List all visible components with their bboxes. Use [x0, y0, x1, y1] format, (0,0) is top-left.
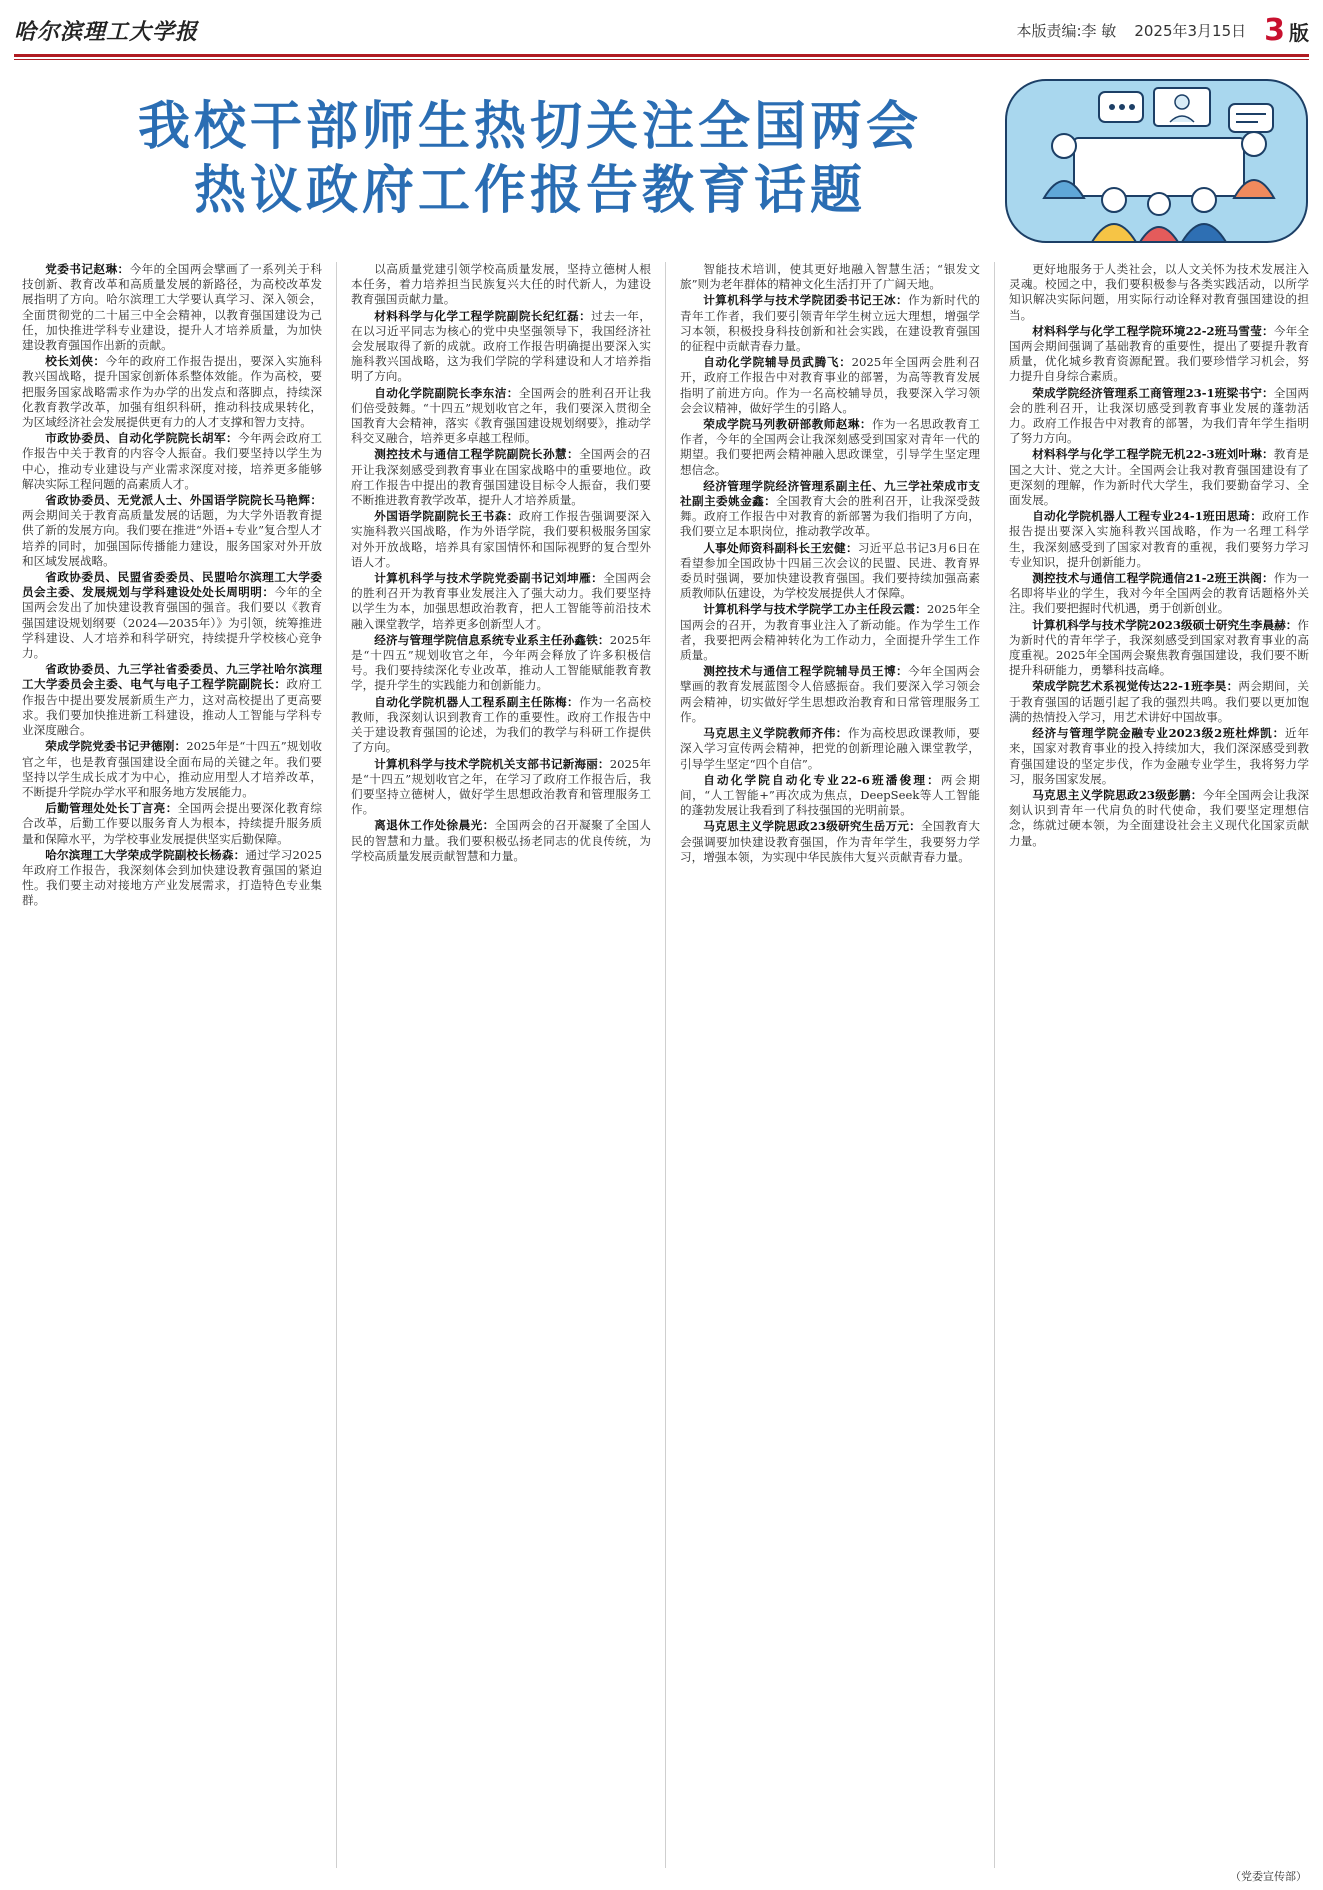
- speaker-name: 省政协委员、无党派人士、外国语学院院长马艳辉：: [45, 493, 322, 508]
- speaker-name: 材料科学与化学工程学院环境22-2班马雪莹：: [1032, 323, 1274, 338]
- column-divider: [665, 262, 666, 1868]
- speaker-name: 市政协委员、自动化学院院长胡军：: [45, 431, 239, 446]
- page-number: [1264, 13, 1309, 48]
- speaker-remarks: 作为高校思政课教师，要深入学习宣传两会精神，把党的创新理论融入课堂教学，引导学生坚定“四个自信”。: [680, 726, 980, 771]
- speaker-remarks: 两会期间，“人工智能+”再次成为焦点，DeepSeek等人工智能的蓬勃发展让我看到了科技强国的光明前景。: [680, 772, 980, 818]
- speaker-name: 自动化学院辅导员武腾飞：: [703, 355, 852, 370]
- speaker-paragraph: [351, 262, 651, 308]
- speaker-paragraph: [351, 386, 651, 447]
- speaker-remarks: 政府工作报告提出要深入实施科教兴国战略，作为一名理工科学生，我深刻感受到了国家对教育的重视，我们要努力学习专业知识，提升创新能力。: [1009, 509, 1309, 569]
- speaker-name: 测控技术与通信工程学院副院长孙慧：: [374, 447, 580, 462]
- speaker-paragraph: [351, 695, 651, 756]
- speaker-name: 测控技术与通信工程学院通信21-2班王洪阁：: [1032, 571, 1274, 586]
- speaker-name: 荣成学院艺术系视觉传达22-1班李昊：: [1032, 679, 1239, 694]
- speaker-paragraph: [1009, 726, 1309, 787]
- speaker-paragraph: [351, 633, 651, 694]
- speaker-remarks: 今年的政府工作报告提出，要深入实施科教兴国战略，提升国家创新体系整体效能。作为高校，要把服务国家战略需求作为办学的出发点和落脚点，持续深化教育教学改革，加强有组织科研，推动科技成果转化，为区域经济社会发展提供更有力的人才支撑和智力支持。: [22, 354, 322, 430]
- speaker-remarks: 两会期间关于教育高质量发展的话题，为大学外语教育提供了新的发展方向。我们要在推进“外语+专业”复合型人才培养的同时，加强国际传播能力建设，服务国家对外开放和区域发展战略。: [22, 508, 322, 568]
- speaker-name: 经济与管理学院金融专业2023级2班杜烨凯：: [1032, 726, 1285, 741]
- speaker-name: 后勤管理处处长丁言亮：: [45, 801, 178, 816]
- speaker-remarks: 作为一名高校教师，我深刻认识到教育工作的重要性。政府工作报告中关于建设教育强国的论述，为我们的教学与科研工作提供了方向。: [351, 694, 651, 755]
- page-number-digit: 3: [1264, 12, 1285, 48]
- speaker-paragraph: [351, 447, 651, 508]
- speaker-remarks: 今年全国两会擘画的教育发展蓝图令人倍感振奋。我们要深入学习领会两会精神，切实做好学生思想政治教育和日常管理服务工作。: [680, 664, 980, 724]
- speaker-name: 省政协委员、民盟省委委员、民盟哈尔滨理工大学委员会主委、发展规划与学科建设处处长周明明：: [22, 570, 322, 600]
- speaker-paragraph: [22, 570, 322, 661]
- speaker-paragraph: [1009, 618, 1309, 679]
- speaker-remarks: 今年全国两会期间强调了基础教育的重要性，提出了要提升教育质量，优化城乡教育资源配置。我们要珍惜学习机会，努力提升自身综合素质。: [1009, 323, 1309, 384]
- issue-date: 2025年3月15日: [1134, 21, 1247, 40]
- speaker-name: 自动化学院机器人工程系副主任陈梅：: [374, 694, 580, 709]
- speaker-remarks: 全国两会提出要深化教育综合改革，后勤工作要以服务育人为根本，持续提升服务质量和保障水平，为学校事业发展提供坚实后勤保障。: [22, 801, 322, 846]
- speaker-remarks: 全国两会的召开凝聚了全国人民的智慧和力量。我们要积极弘扬老同志的优良传统，为学校高质量发展贡献智慧和力量。: [351, 818, 651, 863]
- speaker-paragraph: [1009, 386, 1309, 447]
- speaker-paragraph: [1009, 262, 1309, 323]
- speaker-remarks: 过去一年，在以习近平同志为核心的党中央坚强领导下，我国经济社会发展取得了新的成就。政府工作报告明确提出要深入实施科教兴国战略，这为我们学院的学科建设和人才培养指明了方向。: [351, 308, 651, 384]
- speaker-name: 测控技术与通信工程学院辅导员王博：: [703, 664, 909, 679]
- speaker-name: 经济与管理学院信息系统专业系主任孙鑫铁：: [374, 632, 610, 647]
- speaker-paragraph: [680, 479, 980, 540]
- column-divider: [336, 262, 337, 1868]
- speaker-remarks: 今年全国两会让我深刻认识到青年一代肩负的时代使命，我们要坚定理想信念，练就过硬本领，为全面建设社会主义现代化国家贡献力量。: [1009, 787, 1309, 848]
- masthead: [14, 8, 1309, 52]
- speaker-remarks: 以高质量党建引领学校高质量发展，坚持立德树人根本任务，着力培养担当民族复兴大任的时代新人，为建设教育强国贡献力量。: [351, 262, 651, 307]
- speaker-paragraph: [1009, 447, 1309, 508]
- speaker-remarks: 教育是国之大计、党之大计。全国两会让我对教育强国建设有了更深刻的理解，作为新时代大学生，我们要勤奋学习、全面发展。: [1009, 447, 1309, 508]
- speaker-name: 计算机科学与技术学院团委书记王冰：: [703, 293, 909, 308]
- speaker-remarks: 全国两会的胜利召开，让我深切感受到教育事业发展的蓬勃活力。政府工作报告中对教育的部署，为我们青年学生指明了努力方向。: [1009, 385, 1309, 446]
- meeting-illustration: [1004, 78, 1309, 244]
- article-body: [22, 262, 1309, 1868]
- speaker-remarks: 全国两会的胜利召开让我们倍受鼓舞。“十四五”规划收官之年，我们要深入贯彻全国教育大会精神，落实《教育强国建设规划纲要》，推动学科交叉融合，培养更多卓越工程师。: [351, 385, 651, 446]
- speaker-name: 荣成学院马列教研部教师赵琳：: [703, 417, 872, 432]
- speaker-remarks: 2025年全国两会的召开，为教育事业注入了新动能。作为学生工作者，我要把两会精神转化为工作动力，全面提升学生工作质量。: [680, 602, 980, 663]
- speaker-name: 计算机科学与技术学院机关支部书记新海丽：: [374, 756, 610, 771]
- speaker-paragraph: [22, 662, 322, 738]
- speaker-paragraph: [22, 493, 322, 569]
- speaker-paragraph: [680, 262, 980, 292]
- speaker-paragraph: [1009, 679, 1309, 725]
- speaker-remarks: 作为一名即将毕业的学生，我对今年全国两会的教育话题格外关注。我们要把握时代机遇，勇于创新创业。: [1009, 571, 1309, 616]
- speaker-name: 外国语学院副院长王书森：: [374, 509, 519, 524]
- speaker-paragraph: [351, 509, 651, 570]
- speaker-remarks: 全国两会的胜利召开为教育事业发展注入了强大动力。我们要坚持以学生为本，加强思想政治教育，把人工智能等前沿技术融入课堂教学，培养更多创新型人才。: [351, 571, 651, 631]
- editor-credit: 本版责编:李 敏: [1016, 21, 1117, 40]
- speaker-remarks: 作为一名思政教育工作者，今年的全国两会让我深刻感受到国家对青年一代的期望。我们要把两会精神融入思政课堂，引导学生坚定理想信念。: [680, 417, 980, 477]
- speaker-remarks: 全国教育大会的胜利召开，让我深受鼓舞。政府工作报告中对教育的新部署为我们指明了方向，我们要立足本职岗位，推动教学改革。: [680, 494, 980, 539]
- speaker-remarks: 习近平总书记3月6日在看望参加全国政协十四届三次会议的民盟、民进、教育界委员时强调，要加快建设教育强国。我们要持续加强高素质教师队伍建设，为学校发展提供人才保障。: [680, 540, 980, 601]
- speaker-name: 荣成学院经济管理系工商管理23-1班梁书宁：: [1032, 385, 1274, 400]
- speaker-name: 计算机科学与技术学院学工办主任段云霞：: [703, 602, 927, 617]
- speaker-paragraph: [680, 293, 980, 354]
- page-number-suffix: 版: [1289, 20, 1309, 45]
- speaker-name: 自动化学院机器人工程专业24-1班田思琦：: [1032, 509, 1262, 524]
- speaker-paragraph: [680, 664, 980, 725]
- speaker-remarks: 2025年是“十四五”规划收官之年，也是教育强国建设全面布局的关键之年。我们要坚持以学生成长成才为中心，推动应用型人才培养改革，不断提升学院办学水平和服务地方发展能力。: [22, 739, 322, 799]
- speaker-name: 马克思主义学院思政23级研究生岳万元：: [703, 819, 921, 834]
- speaker-remarks: 作为新时代的青年工作者，我们要引领青年学生树立远大理想，增强学习本领，积极投身科技创新和社会实践，在建设教育强国的征程中贡献青春力量。: [680, 293, 980, 354]
- speaker-paragraph: [351, 571, 651, 632]
- speaker-remarks: 智能技术培训，使其更好地融入智慧生活；“银发文旅”则为老年群体的精神文化生活打开了广阔天地。: [680, 262, 980, 292]
- speaker-remarks: 近年来，国家对教育事业的投入持续加大，我们深深感受到教育强国建设的坚定步伐，作为金融专业学生，我将努力学习，服务国家发展。: [1009, 726, 1309, 786]
- speaker-remarks: 两会期间，关于教育强国的话题引起了我的强烈共鸣。我们要以更加饱满的热情投入学习，用艺术讲好中国故事。: [1009, 679, 1309, 724]
- speaker-name: 经济管理学院经济管理系副主任、九三学社荣成市支社副主委姚金鑫：: [680, 478, 980, 509]
- masthead-rule: [14, 54, 1309, 57]
- speaker-name: 荣成学院党委书记尹德刚：: [45, 739, 187, 754]
- speaker-paragraph: [680, 417, 980, 478]
- speaker-remarks: 更好地服务于人类社会，以人文关怀为技术发展注入灵魂。校园之中，我们要积极参与各类实践活动，以所学知识解决实际问题，用实际行动诠释对教育强国建设的担当。: [1009, 262, 1309, 322]
- masthead-rule-thin: [14, 59, 1309, 60]
- article-column-1: [22, 262, 322, 1868]
- speaker-name: 马克思主义学院教师齐伟：: [703, 726, 848, 741]
- article-credit: （党委宣传部）: [1230, 1870, 1307, 1883]
- speaker-name: 哈尔滨理工大学荣成学院副校长杨森：: [45, 847, 246, 862]
- speaker-paragraph: [22, 431, 322, 492]
- headline-line-2: 热议政府工作报告教育话题: [193, 160, 866, 221]
- speaker-remarks: 今年两会政府工作报告中关于教育的内容令人振奋。我们要坚持以学生为中心，推动专业建设与产业需求深度对接，培养更多能够解决实际工程问题的高素质人才。: [22, 431, 322, 491]
- speaker-remarks: 2025年是“十四五”规划收官之年，今年两会释放了许多积极信号。我们要持续深化专业改革，推动人工智能赋能教育教学，提升学生的实践能力和创新能力。: [351, 632, 651, 693]
- speaker-paragraph: [1009, 509, 1309, 570]
- speaker-name: 材料科学与化学工程学院副院长纪红磊：: [374, 308, 592, 323]
- speaker-paragraph: [22, 354, 322, 430]
- speaker-name: 马克思主义学院思政23级彭鹏：: [1032, 787, 1203, 802]
- headline-line-1: 我校干部师生热切关注全国两会: [137, 96, 922, 157]
- speaker-paragraph: [351, 757, 651, 818]
- speaker-paragraph: [351, 309, 651, 385]
- article-column-4: [1009, 262, 1309, 1868]
- speaker-remarks: 全国两会的召开让我深刻感受到教育事业在国家战略中的重要地位。政府工作报告中提出的教育强国建设目标令人振奋，我们要不断推进教育教学改革，提升人才培养质量。: [351, 447, 651, 508]
- speaker-remarks: 今年的全国两会发出了加快建设教育强国的强音。我们要以《教育强国建设规划纲要（2024—2035年）》为引领，统筹推进学科建设、人才培养和科学研究，持续提升学校核心竞争力。: [22, 585, 322, 661]
- speaker-name: 人事处师资科副科长王宏健：: [703, 540, 858, 555]
- speaker-name: 校长刘侠：: [45, 354, 106, 369]
- speaker-paragraph: [22, 848, 322, 909]
- speaker-paragraph: [22, 739, 322, 800]
- speaker-name: 党委书记赵琳：: [45, 262, 130, 276]
- speaker-paragraph: [680, 355, 980, 416]
- speaker-paragraph: [1009, 324, 1309, 385]
- article-column-2: [351, 262, 651, 1868]
- masthead-info: [1016, 13, 1309, 48]
- speaker-paragraph: [680, 773, 980, 819]
- speaker-remarks: 2025年全国两会胜利召开，政府工作报告中对教育事业的部署，为高等教育发展指明了前进方向。作为一名高校辅导员，我要深入学习领会会议精神，做好学生的引路人。: [680, 355, 980, 415]
- speaker-remarks: 今年的全国两会擘画了一系列关于科技创新、教育改革和高质量发展的新路径，为高校改革发展指明了方向。哈尔滨理工大学要认真学习、深入领会，全面贯彻党的二十届三中全会精神，以教育强国建设为己任，加快推进学科专业建设，提升人才培养质量，为加快建设教育强国作出新的贡献。: [22, 262, 322, 353]
- speaker-paragraph: [680, 726, 980, 772]
- speaker-remarks: 全国教育大会强调要加快建设教育强国，作为青年学生，我要努力学习，增强本领，为实现中华民族伟大复兴贡献青春力量。: [680, 819, 980, 864]
- article-column-3: [680, 262, 980, 1868]
- speaker-paragraph: [22, 801, 322, 847]
- headline: [90, 95, 970, 223]
- speaker-name: 材料科学与化学工程学院无机22-3班刘叶琳：: [1032, 447, 1274, 462]
- speaker-remarks: 作为新时代的青年学子，我深刻感受到国家对教育事业的高度重视。2025年全国两会聚焦教育强国建设，我们要不断提升科研能力，勇攀科技高峰。: [1009, 617, 1309, 678]
- speaker-paragraph: [351, 818, 651, 864]
- speaker-name: 离退休工作处徐晨光：: [374, 818, 495, 833]
- speaker-remarks: 政府工作报告中提出要发展新质生产力，这对高校提出了更高要求。我们要加快推进新工科建设，推动人工智能与学科专业深度融合。: [22, 677, 322, 738]
- speaker-name: 自动化学院自动化专业22-6班潘俊理：: [703, 772, 941, 787]
- speaker-name: 计算机科学与技术学院党委副书记刘坤雁：: [374, 571, 604, 586]
- speaker-remarks: 2025年是“十四五”规划收官之年，在学习了政府工作报告后，我们要坚持立德树人，做好学生思想政治教育和管理服务工作。: [351, 756, 651, 817]
- column-divider: [994, 262, 995, 1868]
- speaker-remarks: 通过学习2025年政府工作报告，我深刻体会到加快建设教育强国的紧迫性。我们要主动对接地方产业发展需求，打造特色专业集群。: [22, 847, 322, 908]
- speaker-paragraph: [1009, 788, 1309, 849]
- paper-name: 哈尔滨理工大学报: [14, 18, 199, 45]
- speaker-paragraph: [1009, 571, 1309, 617]
- speaker-name: 计算机科学与技术学院2023级硕士研究生李晨赫：: [1032, 617, 1298, 632]
- speaker-name: 省政协委员、九三学社省委委员、九三学社哈尔滨理工大学委员会主委、电气与电子工程学院副院长：: [22, 662, 322, 692]
- speaker-paragraph: [22, 262, 322, 353]
- speaker-remarks: 政府工作报告强调要深入实施科教兴国战略，作为外语学院，我们要积极服务国家对外开放战略，培养具有家国情怀和国际视野的复合型外语人才。: [351, 509, 651, 569]
- speaker-name: 自动化学院副院长李东洁：: [374, 385, 519, 400]
- speaker-paragraph: [680, 602, 980, 663]
- speaker-paragraph: [680, 819, 980, 865]
- speaker-paragraph: [680, 541, 980, 602]
